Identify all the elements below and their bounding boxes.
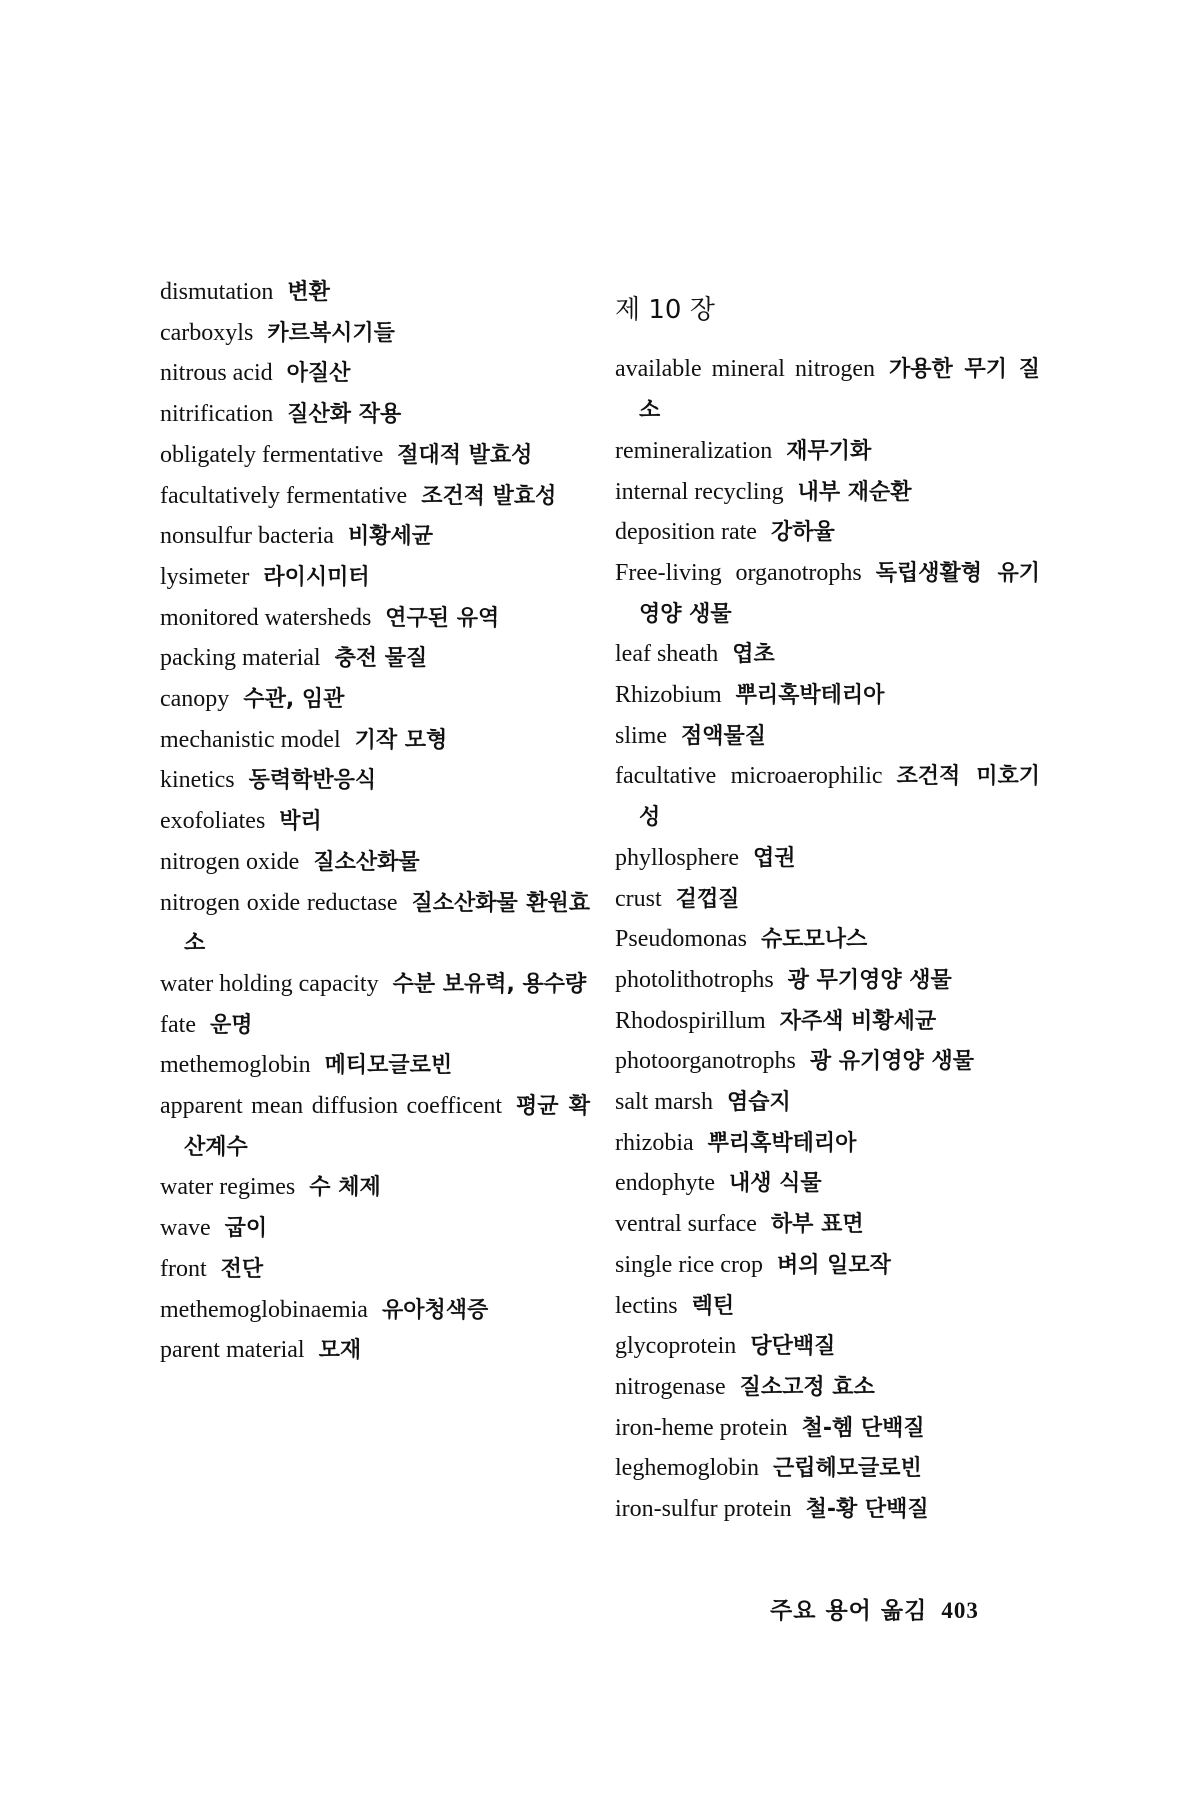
term: nitrogen oxide: [160, 848, 300, 875]
term: nitrogenase: [615, 1373, 726, 1400]
korean-translation: 엽초: [732, 642, 775, 668]
term: single rice crop: [615, 1251, 763, 1278]
right-glossary-column: [615, 272, 1040, 1530]
term: methemoglobin: [160, 1052, 311, 1079]
term: carboxyls: [160, 319, 254, 346]
term: iron-heme protein: [615, 1414, 788, 1441]
glossary-entry: [160, 598, 590, 639]
glossary-entry: [160, 353, 590, 394]
glossary-entry: [615, 1001, 1040, 1042]
glossary-entry: [160, 557, 590, 598]
glossary-entry: [615, 553, 1040, 634]
korean-translation: 뿌리혹박테리아: [707, 1130, 857, 1156]
term: nitrogen oxide reductase: [160, 889, 398, 916]
korean-translation: 독립생활형 유기영양 생물: [639, 560, 1040, 627]
glossary-entry: [160, 435, 590, 476]
korean-translation: 질산화 작용: [287, 402, 402, 428]
term: slime: [615, 722, 667, 749]
korean-translation: 수 체제: [309, 1175, 381, 1201]
korean-translation: 메티모글로빈: [324, 1053, 453, 1079]
korean-translation: 가용한 무기 질소: [639, 357, 1040, 424]
term: iron-sulfur protein: [615, 1496, 792, 1523]
glossary-entry: [160, 1249, 590, 1290]
glossary-entry: [615, 1489, 1040, 1530]
korean-translation: 광 유기영양 생물: [809, 1049, 974, 1075]
korean-translation: 수분 보유력, 용수량: [392, 971, 587, 997]
left-glossary-column: [160, 272, 590, 1371]
korean-translation: 동력학반응식: [248, 768, 377, 794]
glossary-entry: [160, 883, 590, 964]
glossary-entry: [615, 431, 1040, 472]
page-number: 403: [941, 1598, 979, 1623]
term: nitrification: [160, 401, 274, 428]
glossary-entry: [160, 638, 590, 679]
chapter-heading: 제 10 장: [615, 295, 715, 326]
glossary-entry: [160, 394, 590, 435]
glossary-entry: [160, 313, 590, 354]
footer-section-label: 주요 용어 옮김: [770, 1598, 928, 1624]
korean-translation: 박리: [279, 809, 322, 835]
glossary-entry: [615, 960, 1040, 1001]
korean-translation: 비황세균: [347, 524, 433, 550]
glossary-entry: [160, 760, 590, 801]
page-footer: [770, 1592, 979, 1625]
term: photolithotrophs: [615, 966, 774, 993]
korean-translation: 굽이: [224, 1216, 268, 1242]
glossary-entry: [615, 1082, 1040, 1123]
korean-translation: 질소산화물: [313, 849, 420, 875]
korean-translation: 벼의 일모작: [776, 1252, 891, 1278]
glossary-entry: [615, 1163, 1040, 1204]
term: deposition rate: [615, 519, 757, 546]
term: phyllosphere: [615, 844, 739, 871]
term: apparent mean diffusion coefficent: [160, 1093, 503, 1120]
term: kinetics: [160, 767, 235, 794]
term: exofoliates: [160, 808, 266, 835]
glossary-entry: [160, 1005, 590, 1046]
term: facultatively fermentative: [160, 482, 408, 509]
glossary-entry: [615, 1204, 1040, 1245]
korean-translation: 아질산: [286, 361, 351, 387]
korean-translation: 조건적 발효성: [421, 483, 557, 509]
korean-translation: 철-헴 단백질: [801, 1415, 925, 1441]
glossary-entry: [615, 1326, 1040, 1367]
korean-translation: 겉껍질: [675, 886, 740, 912]
glossary-entry: [615, 472, 1040, 513]
term: remineralization: [615, 437, 773, 464]
term: packing material: [160, 645, 321, 672]
glossary-entry: [615, 512, 1040, 553]
term: leaf sheath: [615, 641, 719, 668]
glossary-entry: [615, 1286, 1040, 1327]
glossary-entry: [160, 1167, 590, 1208]
term: fate: [160, 1011, 196, 1038]
korean-translation: 카르복시기들: [267, 320, 395, 346]
korean-translation: 당단백질: [750, 1334, 836, 1360]
glossary-entry: [615, 1448, 1040, 1489]
glossary-entry: [160, 1208, 590, 1249]
korean-translation: 광 무기영양 생물: [787, 967, 952, 993]
glossary-entry: [615, 675, 1040, 716]
term: photoorganotrophs: [615, 1048, 796, 1075]
glossary-entry: [615, 919, 1040, 960]
korean-translation: 점액물질: [681, 723, 767, 749]
korean-translation: 근립헤모글로빈: [772, 1456, 922, 1482]
term: methemoglobinaemia: [160, 1296, 368, 1323]
term: available mineral nitrogen: [615, 356, 876, 383]
korean-translation: 연구된 유역: [385, 605, 500, 631]
term: glycoprotein: [615, 1333, 737, 1360]
term: mechanistic model: [160, 726, 341, 753]
korean-translation: 전단: [220, 1256, 264, 1282]
korean-translation: 절대적 발효성: [397, 442, 533, 468]
glossary-entry: [615, 1041, 1040, 1082]
glossary-entry: [615, 349, 1040, 430]
korean-translation: 모재: [318, 1338, 362, 1364]
term: nonsulfur bacteria: [160, 523, 334, 550]
glossary-entry: [615, 1123, 1040, 1164]
korean-translation: 질소산화물 환원효소: [184, 890, 590, 957]
korean-translation: 재무기화: [786, 438, 872, 464]
glossary-entry: [160, 801, 590, 842]
korean-translation: 라이시미터: [263, 564, 370, 590]
glossary-entry: [615, 756, 1040, 837]
glossary-entry: [160, 1330, 590, 1371]
term: rhizobia: [615, 1129, 694, 1156]
korean-translation: 충전 물질: [334, 646, 428, 672]
korean-translation: 자주색 비황세균: [779, 1008, 937, 1034]
korean-translation: 강하율: [770, 520, 835, 546]
term: parent material: [160, 1337, 305, 1364]
term: monitored watersheds: [160, 604, 372, 631]
glossary-entry: [160, 720, 590, 761]
korean-translation: 기작 모형: [354, 727, 448, 753]
korean-translation: 변환: [287, 280, 330, 305]
term: internal recycling: [615, 478, 784, 505]
term: salt marsh: [615, 1089, 713, 1116]
glossary-entry: [615, 1408, 1040, 1449]
term: Free-living organotrophs: [615, 559, 862, 586]
glossary-entry: [160, 476, 590, 517]
korean-translation: 유아청색증: [381, 1297, 489, 1323]
korean-translation: 뿌리혹박테리아: [735, 683, 885, 709]
term: ventral surface: [615, 1211, 757, 1238]
term: water regimes: [160, 1174, 296, 1201]
korean-translation: 렉틴: [691, 1293, 735, 1319]
term: front: [160, 1255, 207, 1282]
glossary-entry: [160, 679, 590, 720]
korean-translation: 염습지: [726, 1090, 791, 1116]
korean-translation: 철-황 단백질: [805, 1497, 929, 1523]
korean-translation: 하부 표면: [770, 1212, 864, 1238]
glossary-entry: [160, 1086, 590, 1167]
korean-translation: 내부 재순환: [797, 479, 912, 505]
glossary-entry: [160, 516, 590, 557]
glossary-entry: [615, 634, 1040, 675]
korean-translation: 내생 식물: [728, 1171, 822, 1197]
korean-translation: 질소고정 효소: [739, 1374, 875, 1400]
term: crust: [615, 885, 662, 912]
glossary-entry: [615, 1245, 1040, 1286]
korean-translation: 운명: [209, 1012, 253, 1038]
term: Rhizobium: [615, 682, 722, 709]
glossary-entry: [615, 879, 1040, 920]
glossary-entry: [160, 964, 590, 1005]
glossary-entry: [615, 838, 1040, 879]
korean-translation: 슈도모나스: [761, 927, 868, 953]
term: facultative microaerophilic: [615, 763, 883, 790]
term: dismutation: [160, 279, 274, 305]
korean-translation: 엽권: [752, 845, 796, 871]
term: endophyte: [615, 1170, 715, 1197]
korean-translation: 조건적 미호기성: [639, 764, 1040, 831]
term: lysimeter: [160, 563, 250, 590]
term: nitrous acid: [160, 360, 273, 387]
term: lectins: [615, 1292, 678, 1319]
term: water holding capacity: [160, 970, 379, 997]
glossary-entry: [615, 716, 1040, 757]
term: Pseudomonas: [615, 926, 747, 953]
term: Rhodospirillum: [615, 1007, 766, 1034]
term: canopy: [160, 686, 230, 713]
glossary-entry: [615, 1367, 1040, 1408]
glossary-entry: [160, 1045, 590, 1086]
korean-translation: 평균 확산계수: [184, 1094, 590, 1160]
term: leghemoglobin: [615, 1455, 759, 1482]
glossary-entry: [160, 842, 590, 883]
glossary-entry: [160, 272, 590, 313]
korean-translation: 수관, 임관: [243, 687, 345, 713]
glossary-entry: [160, 1290, 590, 1331]
term: obligately fermentative: [160, 441, 384, 468]
term: wave: [160, 1215, 211, 1242]
